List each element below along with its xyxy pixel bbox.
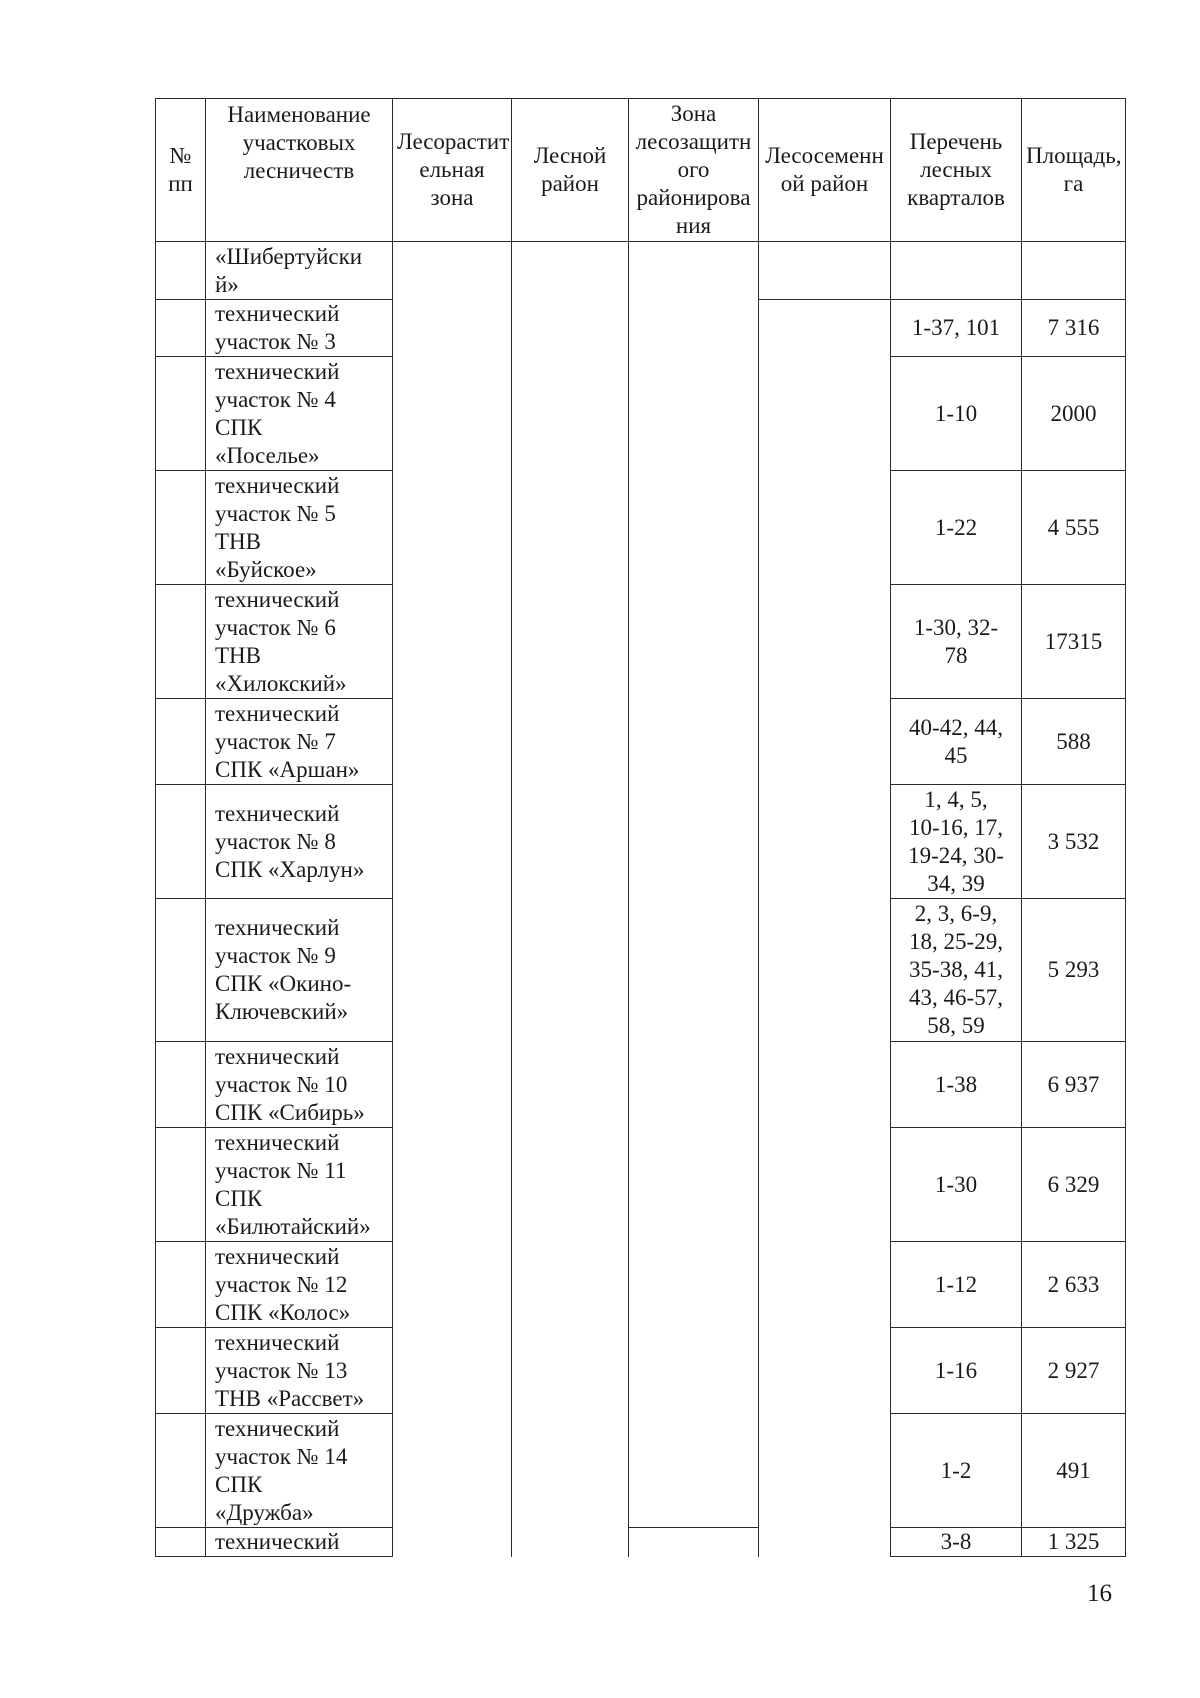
quarters-cell: 1-30	[891, 1128, 1022, 1242]
table-row	[156, 242, 1126, 300]
header-forest-protection-zone: Зона лесозащитн ого районирова ния	[629, 99, 759, 242]
quarters-cell	[891, 242, 1022, 300]
header-quarters-list: Перечень лесных кварталов	[891, 99, 1022, 242]
district-name-cell: технический участок № 9 СПК «Окино- Ключевский»	[206, 899, 393, 1042]
forest-protection-zone-cell	[629, 1528, 759, 1557]
area-cell: 6 937	[1022, 1042, 1126, 1128]
header-forest-region: Лесной район	[512, 99, 629, 242]
area-cell: 2000	[1022, 357, 1126, 471]
header-district-name: Наименование участковых лесничеств	[206, 99, 393, 242]
row-number-cell	[156, 242, 206, 300]
district-name-cell: технический участок № 7 СПК «Аршан»	[206, 699, 393, 785]
forest-protection-zone-cell	[629, 242, 759, 1528]
district-name-cell: технический участок № 11 СПК «Билютайский»	[206, 1128, 393, 1242]
district-name-cell: технический участок № 13 ТНВ «Рассвет»	[206, 1328, 393, 1414]
area-cell: 2 633	[1022, 1242, 1126, 1328]
row-number-cell	[156, 1128, 206, 1242]
area-cell: 588	[1022, 699, 1126, 785]
row-number-cell	[156, 1328, 206, 1414]
row-number-cell	[156, 899, 206, 1042]
row-number-cell	[156, 699, 206, 785]
forest-region-cell	[512, 242, 629, 1557]
quarters-cell: 1-22	[891, 471, 1022, 585]
row-number-cell	[156, 1414, 206, 1528]
area-cell: 7 316	[1022, 300, 1126, 357]
header-number: № пп	[156, 99, 206, 242]
district-name-cell: технический участок № 3	[206, 300, 393, 357]
header-area: Площадь, га	[1022, 99, 1126, 242]
table-row	[156, 1528, 1126, 1557]
quarters-cell: 40-42, 44, 45	[891, 699, 1022, 785]
table-header-row	[156, 99, 1126, 242]
area-cell: 5 293	[1022, 899, 1126, 1042]
quarters-cell: 1-38	[891, 1042, 1022, 1128]
row-number-cell	[156, 1242, 206, 1328]
area-cell: 491	[1022, 1414, 1126, 1528]
area-cell: 1 325	[1022, 1528, 1126, 1557]
district-name-cell: «Шибертуйски й»	[206, 242, 393, 300]
area-cell: 6 329	[1022, 1128, 1126, 1242]
quarters-cell: 1-2	[891, 1414, 1022, 1528]
quarters-cell: 2, 3, 6-9, 18, 25-29, 35-38, 41, 43, 46-57, 58, 59	[891, 899, 1022, 1042]
row-number-cell	[156, 357, 206, 471]
area-cell: 3 532	[1022, 785, 1126, 899]
quarters-cell: 3-8	[891, 1528, 1022, 1557]
header-seed-region: Лесосеменн ой район	[759, 99, 891, 242]
forest-zone-cell	[393, 242, 512, 1557]
area-cell: 4 555	[1022, 471, 1126, 585]
district-name-cell: технический участок № 10 СПК «Сибирь»	[206, 1042, 393, 1128]
district-name-cell: технический участок № 6 ТНВ «Хилокский»	[206, 585, 393, 699]
seed-region-cell	[759, 300, 891, 1557]
quarters-cell: 1-16	[891, 1328, 1022, 1414]
row-number-cell	[156, 300, 206, 357]
district-name-cell: технический участок № 14 СПК «Дружба»	[206, 1414, 393, 1528]
district-name-cell: технический участок № 8 СПК «Харлун»	[206, 785, 393, 899]
quarters-cell: 1-30, 32- 78	[891, 585, 1022, 699]
district-name-cell: технический участок № 4 СПК «Поселье»	[206, 357, 393, 471]
seed-region-cell	[759, 242, 891, 300]
district-name-cell: технический участок № 12 СПК «Колос»	[206, 1242, 393, 1328]
quarters-cell: 1-10	[891, 357, 1022, 471]
district-name-cell: технический участок № 5 ТНВ «Буйское»	[206, 471, 393, 585]
row-number-cell	[156, 471, 206, 585]
quarters-cell: 1-37, 101	[891, 300, 1022, 357]
quarters-cell: 1, 4, 5, 10-16, 17, 19-24, 30- 34, 39	[891, 785, 1022, 899]
area-cell	[1022, 242, 1126, 300]
header-forest-zone: Лесорастит ельная зона	[393, 99, 512, 242]
row-number-cell	[156, 785, 206, 899]
row-number-cell	[156, 1042, 206, 1128]
area-cell: 2 927	[1022, 1328, 1126, 1414]
page-number: 16	[1087, 1580, 1112, 1607]
forest-districts-table	[155, 98, 1126, 1557]
row-number-cell	[156, 585, 206, 699]
area-cell: 17315	[1022, 585, 1126, 699]
row-number-cell	[156, 1528, 206, 1557]
quarters-cell: 1-12	[891, 1242, 1022, 1328]
district-name-cell: технический	[206, 1528, 393, 1557]
